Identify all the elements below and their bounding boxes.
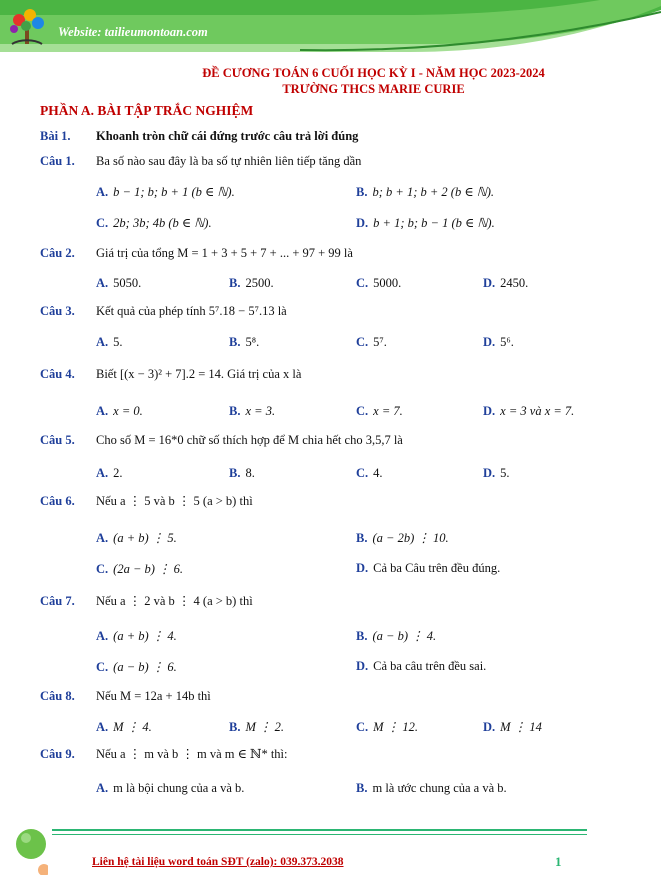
- question: [40, 367, 301, 382]
- answer-option[interactable]: [96, 404, 143, 419]
- answer-option[interactable]: [356, 466, 383, 481]
- option-key: C.: [356, 276, 369, 290]
- option-key: C.: [356, 335, 369, 349]
- section-title: PHẦN A. BÀI TẬP TRẮC NGHIỆM: [40, 103, 254, 118]
- option-key: B.: [356, 629, 368, 643]
- option-text: m là bội chung của a và b.: [113, 781, 245, 795]
- question-label: Câu 6.: [40, 494, 75, 508]
- option-key: B.: [229, 720, 241, 734]
- option-text: M ⋮ 12.: [373, 720, 418, 734]
- answer-option[interactable]: [356, 561, 500, 576]
- answer-option[interactable]: [229, 404, 275, 419]
- option-text: 5⁶.: [500, 335, 514, 349]
- answer-option[interactable]: [229, 276, 274, 291]
- footer-divider: [52, 834, 587, 835]
- option-key: D.: [356, 659, 369, 673]
- option-text: 5050.: [113, 276, 142, 290]
- question-label: Câu 5.: [40, 433, 75, 447]
- answer-option[interactable]: [96, 466, 123, 481]
- option-text: M ⋮ 4.: [113, 720, 152, 734]
- question-label: Câu 3.: [40, 304, 75, 318]
- option-text: 2b; 3b; 4b (b ∈ ℕ).: [113, 216, 212, 230]
- option-key: C.: [356, 404, 369, 418]
- answer-option[interactable]: [356, 659, 486, 674]
- option-text: 2500.: [245, 276, 274, 290]
- answer-option[interactable]: [96, 628, 177, 644]
- answer-option[interactable]: [356, 781, 507, 796]
- bai-1: [40, 129, 358, 144]
- option-text: (a + b) ⋮ 4.: [113, 629, 177, 643]
- option-text: 5.: [500, 466, 510, 480]
- answer-option[interactable]: [483, 404, 574, 419]
- option-key: D.: [483, 276, 496, 290]
- question-stem: Kết quả của phép tính 5⁷.18 − 5⁷.13 là: [96, 304, 287, 318]
- option-text: 5.: [113, 335, 123, 349]
- option-key: C.: [96, 562, 109, 576]
- question-label: Câu 1.: [40, 154, 75, 168]
- option-key: B.: [356, 781, 368, 795]
- option-key: B.: [229, 466, 241, 480]
- option-text: x = 3 và x = 7.: [500, 404, 575, 418]
- footer-divider: [52, 829, 587, 831]
- answer-option[interactable]: [483, 276, 528, 291]
- question: [40, 593, 253, 609]
- option-key: A.: [96, 720, 109, 734]
- option-text: x = 0.: [113, 404, 143, 418]
- option-key: C.: [96, 216, 109, 230]
- answer-option[interactable]: [96, 335, 123, 350]
- option-key: A.: [96, 531, 109, 545]
- option-text: b; b + 1; b + 2 (b ∈ ℕ).: [372, 185, 495, 199]
- question: [40, 154, 361, 169]
- option-key: D.: [483, 466, 496, 480]
- option-text: (a − b) ⋮ 4.: [372, 629, 437, 643]
- question-label: Câu 7.: [40, 594, 75, 608]
- answer-option[interactable]: [356, 719, 418, 735]
- option-key: B.: [229, 276, 241, 290]
- option-text: 5⁸.: [245, 335, 260, 349]
- question: [40, 304, 287, 319]
- question-label: Câu 2.: [40, 246, 75, 260]
- question: [40, 433, 403, 448]
- website-link[interactable]: Website: tailieumontoan.com: [58, 25, 208, 39]
- question-stem: Nếu a ⋮ 2 và b ⋮ 4 (a > b) thì: [96, 594, 253, 608]
- option-key: B.: [229, 404, 241, 418]
- option-text: 2450.: [500, 276, 529, 290]
- option-key: A.: [96, 335, 109, 349]
- answer-option[interactable]: [96, 659, 177, 675]
- footer-ball-icon: [14, 827, 48, 875]
- option-text: Cả ba câu trên đều sai.: [373, 659, 487, 673]
- option-text: (a − 2b) ⋮ 10.: [372, 531, 449, 545]
- school-name: TRƯỜNG THCS MARIE CURIE: [282, 82, 465, 96]
- question-stem: Giá trị của tổng M = 1 + 3 + 5 + 7 + ... + 97 + 99 là: [96, 246, 353, 260]
- option-key: A.: [96, 185, 109, 199]
- answer-option[interactable]: [356, 530, 449, 546]
- option-text: (a + b) ⋮ 5.: [113, 531, 177, 545]
- question-label: Câu 4.: [40, 367, 75, 381]
- option-key: D.: [483, 404, 496, 418]
- page-number: 1: [555, 854, 562, 869]
- option-key: D.: [356, 561, 369, 575]
- answer-option[interactable]: [229, 466, 255, 481]
- answer-option[interactable]: [356, 404, 403, 419]
- option-text: m là ước chung của a và b.: [372, 781, 507, 795]
- question: [40, 746, 288, 762]
- option-key: A.: [96, 781, 109, 795]
- option-text: x = 7.: [373, 404, 403, 418]
- question: [40, 689, 211, 704]
- bai-instruction: Khoanh tròn chữ cái đứng trước câu trả lời đúng: [96, 129, 359, 143]
- answer-option[interactable]: [96, 215, 212, 231]
- answer-option[interactable]: [96, 719, 152, 735]
- answer-option[interactable]: [96, 530, 177, 546]
- option-text: M ⋮ 2.: [245, 720, 285, 734]
- option-text: b − 1; b; b + 1 (b ∈ ℕ).: [113, 185, 235, 199]
- answer-option[interactable]: [96, 781, 244, 796]
- option-text: 4.: [373, 466, 383, 480]
- answer-option[interactable]: [356, 276, 401, 291]
- answer-option[interactable]: [356, 628, 436, 644]
- answer-option[interactable]: [229, 719, 284, 735]
- answer-option[interactable]: [483, 719, 542, 735]
- option-key: B.: [229, 335, 241, 349]
- bai-label: Bài 1.: [40, 129, 71, 143]
- answer-option[interactable]: [483, 466, 510, 481]
- answer-option[interactable]: [356, 335, 387, 350]
- option-key: A.: [96, 276, 109, 290]
- option-key: A.: [96, 629, 109, 643]
- answer-option[interactable]: [229, 335, 259, 350]
- answer-option[interactable]: [356, 184, 494, 200]
- option-text: 5⁷.: [373, 335, 387, 349]
- question-stem: Nếu a ⋮ m và b ⋮ m và m ∈ ℕ* thì:: [96, 747, 288, 761]
- logo-tree-icon: [4, 6, 50, 50]
- option-key: A.: [96, 466, 109, 480]
- option-key: B.: [356, 185, 368, 199]
- option-text: 5000.: [373, 276, 402, 290]
- option-text: b + 1; b; b − 1 (b ∈ ℕ).: [373, 216, 495, 230]
- footer-contact: Liên hệ tài liệu word toán SĐT (zalo): 039.373.2038: [92, 856, 344, 868]
- option-text: 2.: [113, 466, 123, 480]
- answer-option[interactable]: [96, 184, 235, 200]
- option-text: Cả ba Câu trên đều đúng.: [373, 561, 501, 575]
- option-text: M ⋮ 14: [500, 720, 542, 734]
- answer-option[interactable]: [356, 215, 495, 231]
- option-key: C.: [356, 466, 369, 480]
- option-key: D.: [483, 335, 496, 349]
- option-text: (2a − b) ⋮ 6.: [113, 562, 184, 576]
- question-stem: Nếu a ⋮ 5 và b ⋮ 5 (a > b) thì: [96, 494, 253, 508]
- question: [40, 493, 253, 509]
- option-key: C.: [356, 720, 369, 734]
- option-key: D.: [483, 720, 496, 734]
- question-stem: Ba số nào sau đây là ba số tự nhiên liên tiếp tăng dần: [96, 154, 362, 168]
- option-text: 8.: [245, 466, 255, 480]
- option-key: B.: [356, 531, 368, 545]
- question: [40, 246, 353, 261]
- option-text: x = 3.: [245, 404, 276, 418]
- option-key: D.: [356, 216, 369, 230]
- question-stem: Cho số M = 16*0 chữ số thích hợp để M chia hết cho 3,5,7 là: [96, 433, 403, 447]
- question-stem: Biết [(x − 3)² + 7].2 = 14. Giá trị của x là: [96, 367, 302, 381]
- question-label: Câu 9.: [40, 747, 75, 761]
- question-label: Câu 8.: [40, 689, 75, 703]
- question-stem: Nếu M = 12a + 14b thì: [96, 689, 211, 703]
- answer-option[interactable]: [483, 335, 514, 350]
- answer-option[interactable]: [96, 561, 183, 577]
- option-key: A.: [96, 404, 109, 418]
- option-text: (a − b) ⋮ 6.: [113, 660, 177, 674]
- document-title: ĐỀ CƯƠNG TOÁN 6 CUỐI HỌC KỲ I - NĂM HỌC 2023-2024: [202, 66, 545, 80]
- answer-option[interactable]: [96, 276, 141, 291]
- option-key: C.: [96, 660, 109, 674]
